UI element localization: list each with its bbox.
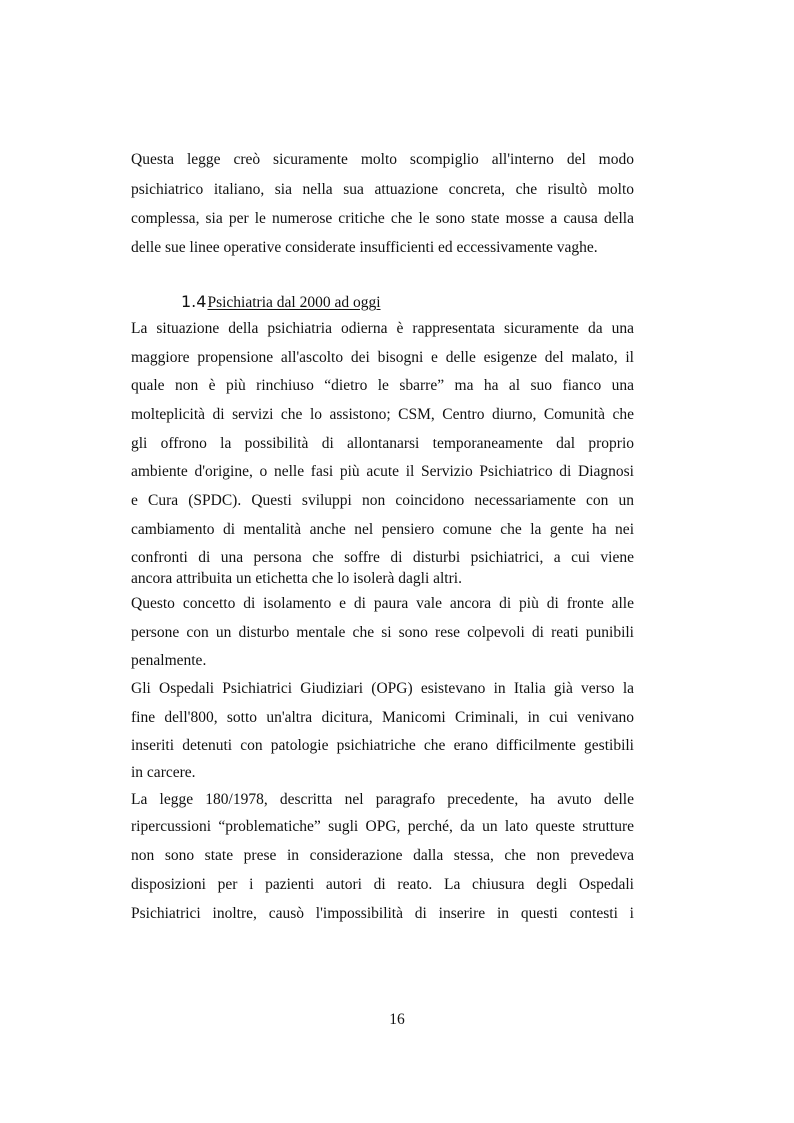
paragraph-2-line-3: quale non è più rinchiuso “dietro le sbarre” ma ha al suo fianco una	[131, 377, 634, 394]
section-heading	[181, 292, 381, 313]
paragraph-2-line-10: ancora attribuita un etichetta che lo isolerà dagli altri.	[131, 570, 462, 587]
paragraph-3-line-1: Questo concetto di isolamento e di paura vale ancora di più di fronte alle	[131, 595, 634, 612]
paragraph-5-line-2: ripercussioni “problematiche” sugli OPG, perché, da un lato queste strutture	[131, 818, 634, 835]
paragraph-5-line-1: La legge 180/1978, descritta nel paragrafo precedente, ha avuto delle	[131, 791, 634, 808]
section-number: 1.4	[181, 292, 207, 311]
paragraph-2-line-1: La situazione della psichiatria odierna è rappresentata sicuramente da una	[131, 320, 634, 337]
paragraph-4-line-1: Gli Ospedali Psichiatrici Giudiziari (OPG) esistevano in Italia già verso la	[131, 680, 634, 697]
paragraph-3-line-3: penalmente.	[131, 652, 207, 669]
paragraph-2-line-5: gli offrono la possibilità di allontanarsi temporaneamente dal proprio	[131, 435, 634, 452]
paragraph-5-line-5: Psichiatrici inoltre, causò l'impossibilità di inserire in questi contesti i	[131, 905, 634, 922]
paragraph-2-line-4: molteplicità di servizi che lo assistono; CSM, Centro diurno, Comunità che	[131, 406, 634, 423]
paragraph-1-line-4: delle sue linee operative considerate insufficienti ed eccessivamente vaghe.	[131, 239, 598, 256]
paragraph-1-line-1: Questa legge creò sicuramente molto scompiglio all'interno del modo	[131, 151, 634, 168]
page-number: 16	[389, 1011, 405, 1028]
paragraph-2-line-2: maggiore propensione all'ascolto dei bisogni e delle esigenze del malato, il	[131, 349, 634, 366]
paragraph-1-line-2: psichiatrico italiano, sia nella sua attuazione concreta, che risultò molto	[131, 181, 634, 198]
paragraph-2-line-6: ambiente d'origine, o nelle fasi più acute il Servizio Psichiatrico di Diagnosi	[131, 463, 634, 480]
section-title: Psichiatria dal 2000 ad oggi	[207, 294, 381, 311]
paragraph-3-line-2: persone con un disturbo mentale che si sono rese colpevoli di reati punibili	[131, 624, 634, 641]
paragraph-2-line-9: confronti di una persona che soffre di disturbi psichiatrici, a cui viene	[131, 549, 634, 566]
paragraph-1-line-3: complessa, sia per le numerose critiche che le sono state mosse a causa della	[131, 210, 634, 227]
paragraph-2-line-7: e Cura (SPDC). Questi sviluppi non coincidono necessariamente con un	[131, 492, 634, 509]
paragraph-4-line-2: fine dell'800, sotto un'altra dicitura, Manicomi Criminali, in cui venivano	[131, 709, 634, 726]
paragraph-5-line-4: disposizioni per i pazienti autori di reato. La chiusura degli Ospedali	[131, 876, 634, 893]
paragraph-4-line-4: in carcere.	[131, 764, 196, 781]
paragraph-2-line-8: cambiamento di mentalità anche nel pensiero comune che la gente ha nei	[131, 521, 634, 538]
paragraph-4-line-3: inseriti detenuti con patologie psichiatriche che erano difficilmente gestibili	[131, 737, 634, 754]
paragraph-5-line-3: non sono state prese in considerazione dalla stessa, che non prevedeva	[131, 847, 634, 864]
